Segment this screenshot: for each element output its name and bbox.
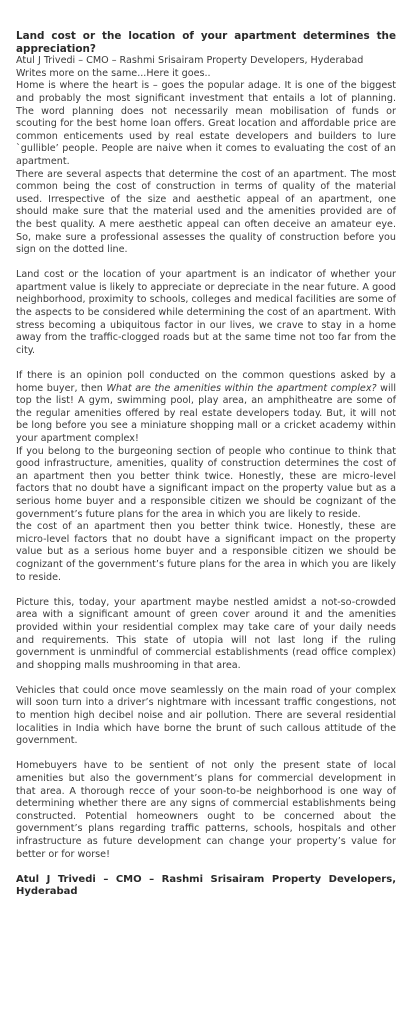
article-headline: Land cost or the location of your apartment determines the appreciation? <box>16 30 396 55</box>
paragraph-4-text-b: will top the list! A gym, swimming pool, play area, an amphitheatre are some of the regular amenities offered by real estate developers today. But, it will not be long before you see a miniature shopping mall or a cricket academy within your apartment complex! <box>16 382 396 444</box>
article-byline: Atul J Trivedi – CMO – Rashmi Srisairam Property Developers, Hyderabad <box>16 55 364 67</box>
paragraph-8: Vehicles that could once move seamlessly on the main road of your complex will soon turn into a driver’s nightmare with incessant traffic congestions, not to mention high decibel noise and air pollution. There are several residential localities in India which have borne the brunt of such callous attitude of the government. <box>16 684 396 747</box>
paragraph-4 <box>16 370 396 446</box>
article-intro: Writes more on the same...Here it goes.. <box>16 67 211 79</box>
article-signature: Atul J Trivedi – CMO – Rashmi Srisairam Property Developers, Hyderabad <box>16 873 396 898</box>
paragraph-9: Homebuyers have to be sentient of not only the present state of local amenities but also the government’s plans for commercial development in that area. A thorough recce of your soon-to-be neighborhood is one way of determining whether there are any signs of commercial establishments being constructed. Potential homeowners ought to be concerned about the government’s plans regarding traffic patterns, schools, hospitals and other infrastructure as future development can change your property’s value for better or for worse! <box>16 760 396 860</box>
paragraph-1: Home is where the heart is – goes the popular adage. It is one of the biggest and probably the most significant investment that entails a lot of planning. The word planning does not necessarily mean mobilisation of funds or scouting for the best home loan offers. Great location and affordable price are common enticements used by real estate developers and builders to lure `gullible’ people. People are naive when it comes to evaluating the cost of an apartment. <box>16 80 396 167</box>
paragraph-4-text-a: If there is an opinion poll conducted on the common questions asked by a home buyer, then <box>16 370 396 394</box>
paragraph-2: There are several aspects that determine the cost of an apartment. The most common being the cost of construction in terms of quality of the material used. Irrespective of the size and aesthetic appeal of an apartment, one should make sure that the material used and the amenities provided are of the best quality. A mere aesthetic appeal can often deceive an amateur eye. So, make sure a professional assesses the quality of construction before you sign on the dotted line. <box>16 168 396 256</box>
paragraph-5: If you belong to the burgeoning section of people who continue to think that good infrastructure, amenities, quality of construction determines the cost of an apartment then you better think twice. Honestly, these are micro-level factors that no doubt have a significant impact on the property value but as a serious home buyer and a responsible citizen we should be cognizant of the government’s future plans for the area in which you are likely to reside. <box>16 445 396 520</box>
paragraph-7: Picture this, today, your apartment maybe nestled amidst a not-so-crowded area with a significant amount of green cover around it and the amenities provided within your residential complex may take care of your daily needs and requirements. This state of utopia will not last long if the ruling government is unmindful of commercial establishments (read office complex) and shopping malls mushrooming in that area. <box>16 596 396 671</box>
paragraph-6: the cost of an apartment then you better think twice. Honestly, these are micro-level factors that no doubt have a significant impact on the property value but as a serious home buyer and a responsible citizen we should be cognizant of the government’s future plans for the area in which you are likely to reside. <box>16 521 396 583</box>
paragraph-4-question: What are the amenities within the apartment complex? <box>106 382 377 394</box>
paragraph-3: Land cost or the location of your apartment is an indicator of whether your apartment value is likely to appreciate or depreciate in the near future. A good neighborhood, proximity to schools, colleges and medical facilities are some of the aspects to be considered while determining the cost of an apartment. With stress becoming a ubiquitous factor in our lives, we crave to stay in a home away from the traffic-clogged roads but at the same time not too far from the city. <box>16 269 396 356</box>
